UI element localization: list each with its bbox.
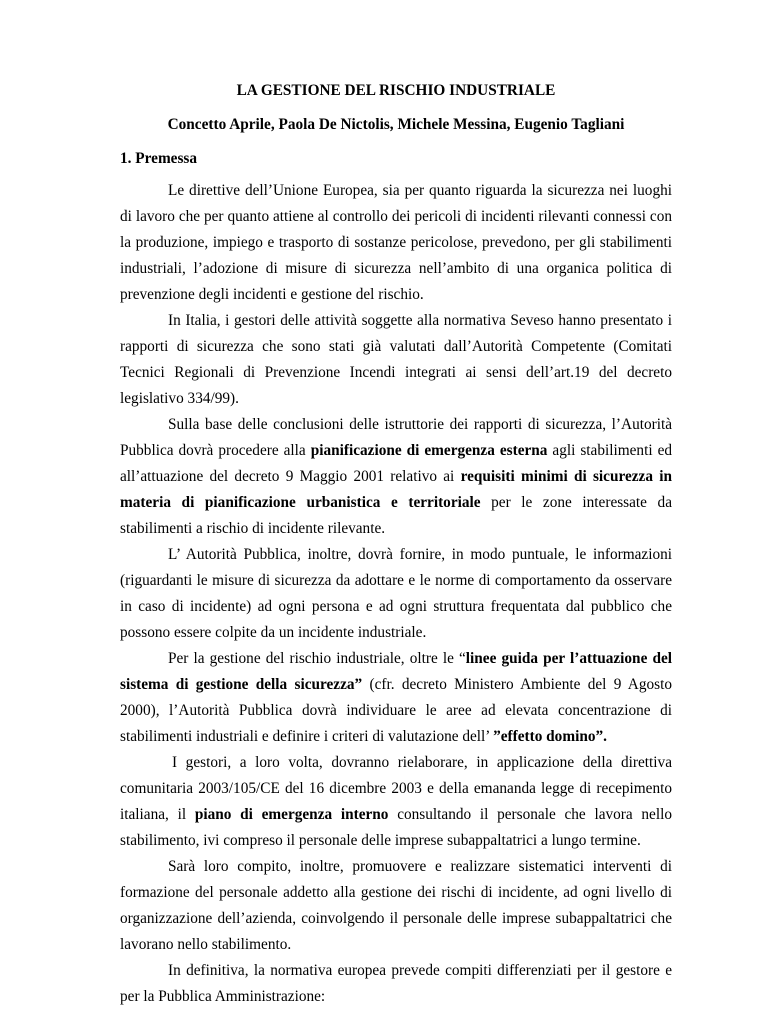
section-heading: 1. Premessa <box>120 150 198 167</box>
body-text <box>120 178 672 1010</box>
paragraph-text: I gestori, a loro volta, dovranno rielaborare, in applicazione della direttiva comunitaria 2003/105/CE del 16 dicembre 2003 e della emananda legge di recepimento italiana, il <box>120 754 672 823</box>
body-paragraph <box>120 542 672 646</box>
paragraph-text: In definitiva, la normativa europea prevede compiti differenziati per il gestore e per la Pubblica Amministrazione: <box>120 962 672 1005</box>
body-paragraph <box>120 958 672 1010</box>
body-paragraph <box>120 750 672 854</box>
body-paragraph <box>120 178 672 308</box>
paragraph-text: Per la gestione del rischio industriale, oltre le “ <box>168 650 466 667</box>
bold-text: piano di emergenza interno <box>194 806 389 823</box>
paragraph-text: L’ Autorità Pubblica, inoltre, dovrà fornire, in modo puntuale, le informazioni (riguardanti le misure di sicurezza da adottare e le norme di comportamento da osservare in caso di incidente) ad ogni persona e ad ogni struttura frequentata dal pubblico che possono essere colpite da un incidente industriale. <box>120 546 672 641</box>
paragraph-text: consultando il personale che lavora nello stabilimento, ivi compreso il personale delle imprese subappaltatrici a lungo termine. <box>120 806 672 849</box>
document-title: LA GESTIONE DEL RISCHIO INDUSTRIALE <box>236 82 556 99</box>
paragraph-text: Sulla base delle conclusioni delle istruttorie dei rapporti di sicurezza, l’Autorità Pubblica dovrà procedere alla <box>120 416 672 459</box>
bold-text: ”effetto domino”. <box>493 728 607 745</box>
paragraph-text: (cfr. decreto Ministero Ambiente del 9 Agosto 2000), l’Autorità Pubblica dovrà individuare le aree ad elevata concentrazione di stabilimenti industriali e definire i criteri di valutazione dell’ <box>120 676 672 745</box>
paragraph-text: Le direttive dell’Unione Europea, sia per quanto riguarda la sicurezza nei luoghi di lavoro che per quanto attiene al controllo dei pericoli di incidenti rilevanti connessi con la produzione, impiego e trasporto di sostanze pericolose, prevedono, per gli stabilimenti industriali, l’adozione di misure di sicurezza nell’ambito di una organica politica di prevenzione degli incidenti e gestione del rischio. <box>120 182 672 303</box>
bold-text: pianificazione di emergenza esterna <box>310 442 548 459</box>
body-paragraph <box>120 854 672 958</box>
paragraph-text: Sarà loro compito, inoltre, promuovere e realizzare sistematici interventi di formazione del personale addetto alla gestione dei rischi di incidente, ad ogni livello di organizzazione dell’azienda, coinvolgendo il personale delle imprese subappaltatrici che lavorano nello stabilimento. <box>120 858 672 953</box>
body-paragraph <box>120 646 672 750</box>
document-authors: Concetto Aprile, Paola De Nictolis, Michele Messina, Eugenio Tagliani <box>167 116 625 133</box>
bold-text: requisiti minimi di sicurezza in materia di pianificazione urbanistica e territoriale <box>120 468 672 511</box>
paragraph-text: agli stabilimenti ed all’attuazione del decreto 9 Maggio 2001 relativo ai <box>120 442 673 485</box>
paragraph-text: per le zone interessate da stabilimenti a rischio di incidente rilevante. <box>120 494 672 537</box>
body-paragraph <box>120 308 672 412</box>
paragraph-text: In Italia, i gestori delle attività soggette alla normativa Seveso hanno presentato i rapporti di sicurezza che sono stati già valutati dall’Autorità Competente (Comitati Tecnici Regionali di Prevenzione Incendi integrati ai sensi dell’art.19 del decreto legislativo 334/99). <box>120 312 672 407</box>
bold-text: linee guida per l’attuazione del sistema di gestione della sicurezza” <box>120 650 672 693</box>
body-paragraph <box>120 412 672 542</box>
